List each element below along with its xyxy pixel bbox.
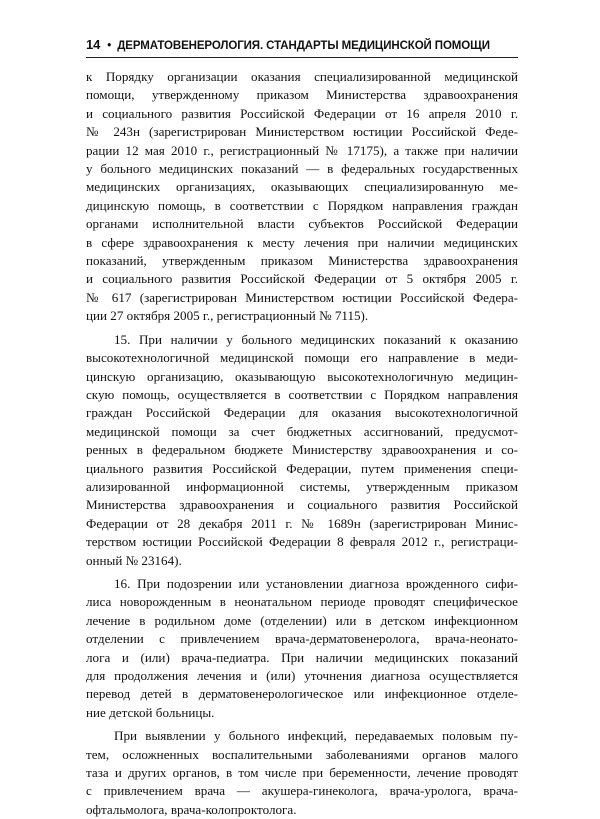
text-line: помощи, утвержденному приказом Министерства здравоохранения [86, 87, 518, 103]
text-line: медицинской помощи за счет бюджетных ассигнований, предусмот- [86, 423, 518, 439]
text-line: офтальмолога, врача-колопроктолога. [86, 801, 297, 817]
text-line: лиса новорожденным в неонатальном периоде проводят специфическое [86, 594, 518, 610]
text-line: органами исполнительной власти субъектов Российской Федерации [86, 216, 518, 232]
paragraph [86, 727, 518, 819]
header-rule [86, 57, 518, 58]
text-line: онный № 23164). [86, 552, 182, 568]
text-line: в сфере здравоохранения к месту лечения при наличии медицинских [86, 234, 518, 250]
text-line: ренных в федеральном бюджете Министерству здравоохранения и со- [86, 442, 518, 458]
text-line: и социального развития Российской Федерации от 5 октября 2005 г. [86, 271, 518, 287]
text-line: Федерации от 28 декабря 2011 г. № 1689н (зарегистрирован Минис- [86, 515, 518, 531]
text-line: тем, осложненных воспалительными заболеваниями органов малого [86, 746, 518, 762]
body-text [86, 68, 518, 819]
text-line: ализированной информационной системы, утвержденным приказом [86, 478, 518, 494]
text-line: циального развития Российской Федерации, путем применения специ- [86, 460, 518, 476]
text-line: скую помощь, осуществляется в соответствии с Порядком направления [86, 386, 518, 402]
text-line: высокотехнологичной медицинской помощи его направление в меди- [86, 350, 518, 366]
paragraph [86, 331, 518, 570]
text-line: 15. При наличии у больного медицинских показаний к оказанию [114, 331, 518, 347]
running-header [86, 37, 518, 55]
page-number: 14 [86, 37, 101, 52]
text-line: показаний, утвержденным приказом Министерства здравоохранения [86, 253, 518, 269]
text-line: 16. При подозрении или установлении диагноза врожденного сифи- [114, 575, 518, 591]
text-line: с привлечением врача — акушера-гинеколога, врача-уролога, врача- [86, 783, 518, 799]
text-line: терством юстиции Российской Федерации 8 февраля 2012 г., регистраци- [86, 534, 518, 550]
paragraph [86, 68, 518, 326]
text-line: у больного медицинских показаний — в федеральных государственных [86, 161, 518, 177]
paragraph [86, 575, 518, 722]
text-line: перевод детей в дерматовенерологическое или инфекционное отделе- [86, 686, 518, 702]
running-title: ДЕРМАТОВЕНЕРОЛОГИЯ. СТАНДАРТЫ МЕДИЦИНСКОЙ ПОМОЩИ [117, 40, 490, 52]
text-line: № 617 (зарегистрирован Министерством юстиции Российской Федера- [86, 289, 518, 305]
text-line: и социального развития Российской Федерации от 16 апреля 2010 г. [86, 105, 518, 121]
text-line: граждан Российской Федерации для оказания высокотехнологичной [86, 405, 518, 421]
text-line: № 243н (зарегистрирован Министерством юстиции Российской Феде- [86, 124, 518, 140]
text-line: ции 27 октября 2005 г., регистрационный № 7115). [86, 308, 369, 324]
text-line: медицинских организациях, оказывающих специализированную ме- [86, 179, 518, 195]
text-line: отделении с привлечением врача-дерматовенеролога, врача-неонато- [86, 631, 518, 647]
text-line: таза и других органов, в том числе при беременности, лечение проводят [86, 765, 518, 781]
text-line: лечение в родильном доме (отделении) или в детском инфекционном [86, 612, 518, 628]
text-line: лога и (или) врача-педиатра. При наличии медицинских показаний [86, 649, 518, 665]
text-line: к Порядку организации оказания специализированной медицинской [86, 69, 518, 84]
text-line: для продолжения лечения и (или) уточнения диагноза осуществляется [86, 668, 518, 683]
text-line: рации 12 мая 2010 г., регистрационный № 17175), а также при наличии [86, 142, 518, 158]
text-line: При выявлении у больного инфекций, передаваемых половым пу- [114, 728, 518, 744]
text-line: ние детской больницы. [86, 704, 215, 720]
header-bullet: • [107, 40, 112, 52]
text-line: цинскую организацию, оказывающую высокотехнологичную медицин- [86, 368, 518, 384]
text-line: дицинскую помощь, в соответствии с Порядком направления граждан [86, 197, 518, 213]
text-line: Министерства здравоохранения и социального развития Российской [86, 497, 518, 513]
